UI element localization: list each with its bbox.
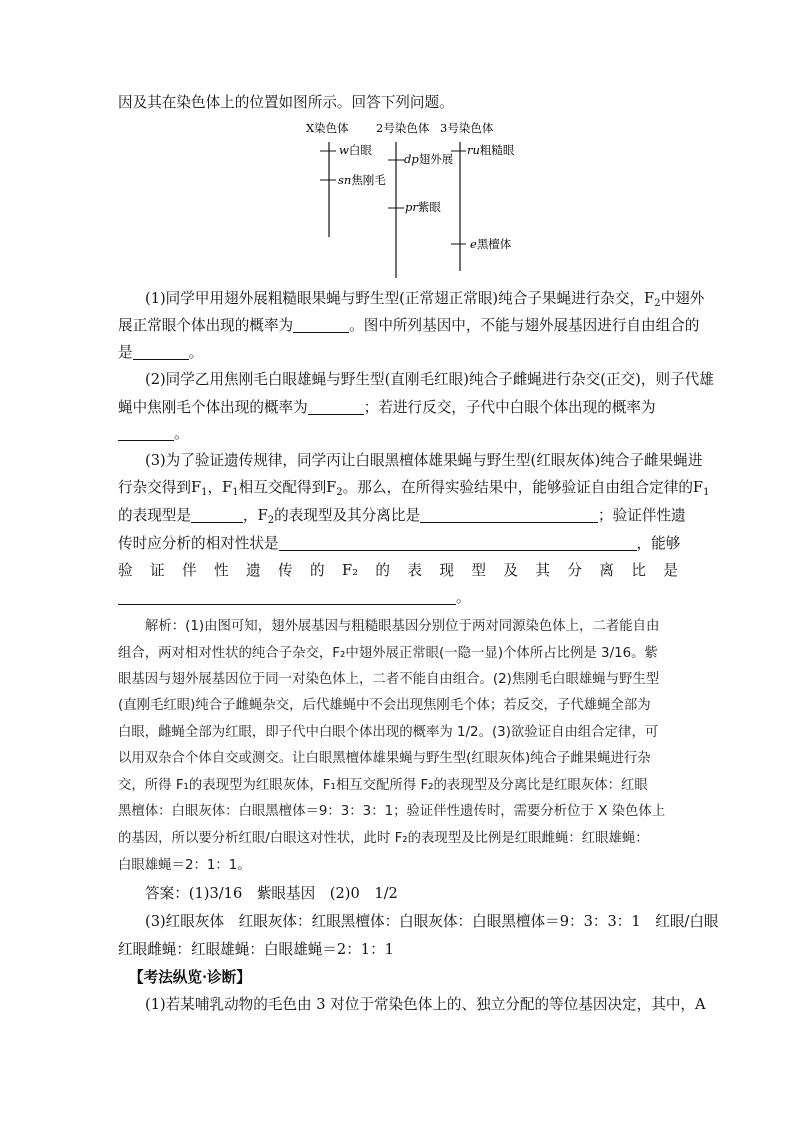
- gene-label: dp翅外展: [404, 152, 454, 166]
- gene-label: e黑檀体: [470, 237, 512, 251]
- analysis-line: 组合，两对相对性状的纯合子杂交，F₂中翅外展正常眼(一隐一显)个体所占比例是 3/16。紫: [118, 646, 658, 661]
- q2-line3: 。: [118, 424, 678, 444]
- chr3-title: 3号染色体: [440, 121, 494, 135]
- analysis-line: 眼基因与翅外展基因位于同一对染色体上，二者不能自由组合。(2)焦刚毛白眼雄蝇与野生型: [118, 672, 660, 687]
- next-question-line: (1)若某哺乳动物的毛色由 3 对位于常染色体上的、独立分配的等位基因决定，其中，A: [145, 996, 706, 1013]
- answer-blank[interactable]: [293, 316, 349, 333]
- section-heading: 【考法纵览·诊断】: [129, 969, 251, 986]
- answer-line: 答案：(1)3/16 紫眼基因 (2)0 1/2: [145, 885, 398, 902]
- q3-line5: 验 证 伴 性 遗 传 的 F₂ 的 表 现 型 及 其 分 离 比 是: [118, 562, 678, 579]
- chr2-title: 2号染色体: [376, 121, 430, 135]
- analysis-line: 交，所得 F₁的表现型为红眼灰体，F₁相互交配所得 F₂的表现型及分离比是红眼灰体：红眼: [118, 778, 648, 793]
- q3-line3: 的表现型是 ，$F_2$的表现型及其分离比是 ；验证伴性遗: [118, 507, 686, 526]
- answer-blank[interactable]: [118, 588, 456, 605]
- gene-label: pr紫眼: [405, 200, 441, 214]
- answer-line: (3)红眼灰体 红眼灰体：红眼黑檀体：白眼灰体：白眼黑檀体＝9：3：3：1 红眼/白眼: [145, 913, 719, 930]
- answer-blank[interactable]: [279, 534, 637, 551]
- answer-blank[interactable]: [420, 506, 598, 523]
- q1-line3: 是 。: [118, 344, 204, 361]
- q1-line1: (1)同学甲用翅外展粗糙眼果蝇与野生型(正常翅正常眼)纯合子果蝇进行杂交，$F_2$中翅外: [145, 290, 705, 309]
- answer-blank[interactable]: [308, 398, 364, 415]
- gene-label: sn焦刚毛: [338, 173, 386, 187]
- analysis-line: 白眼雄蝇＝2：1：1。: [118, 858, 251, 873]
- answer-blank[interactable]: [118, 424, 174, 441]
- analysis-line: 黑檀体：白眼灰体：白眼黑檀体＝9：3：3：1；验证伴性遗传时，需要分析位于 X 染色体上: [118, 804, 666, 819]
- gene-label: w白眼: [339, 143, 372, 157]
- q3-line2: 行杂交得到$F_1$，$F_1$相互交配得到$F_2$。那么，在所得实验结果中，能够验证自由组合定律的$F_1$: [118, 479, 710, 498]
- q2-line2: 蝇中焦刚毛个体出现的概率为 ；若进行反交，子代中白眼个体出现的概率为: [118, 399, 656, 416]
- q3-line1: (3)为了验证遗传规律，同学丙让白眼黑檀体雄果蝇与野生型(红眼灰体)纯合子雌果蝇进: [145, 452, 703, 469]
- q2-line1: (2)同学乙用焦刚毛白眼雄蝇与野生型(直刚毛红眼)纯合子雌蝇进行杂交(正交)，则子代雄: [145, 371, 714, 388]
- intro-text: 因及其在染色体上的位置如图所示。回答下列问题。: [118, 94, 454, 111]
- q3-line4: 传时应分析的相对性状是 ，能够: [118, 535, 681, 552]
- analysis-line: (直刚毛红眼)纯合子雌蝇杂交，后代雄蝇中不会出现焦刚毛个体；若反交，子代雄蝇全部为: [118, 698, 651, 713]
- q1-line2: 展正常眼个体出现的概率为 。图中所列基因中，不能与翅外展基因进行自由组合的: [118, 317, 700, 334]
- analysis-line: 以用双杂合个体自交或测交。让白眼黑檀体雄果蝇与野生型(红眼灰体)纯合子雌果蝇进行杂: [118, 751, 651, 766]
- analysis-line: 解析：(1)由图可知，翅外展基因与粗糙眼基因分别位于两对同源染色体上，二者能自由: [145, 619, 660, 634]
- answer-line: 红眼雌蝇：红眼雄蝇：白眼雄蝇＝2：1：1: [118, 941, 394, 958]
- x-chromosome-title: X染色体: [306, 121, 349, 135]
- gene-label: ru粗糙眼: [467, 143, 515, 157]
- analysis-line: 白眼，雌蝇全部为红眼，即子代中白眼个体出现的概率为 1/2。(3)欲验证自由组合定律，可: [118, 725, 659, 740]
- answer-blank[interactable]: [191, 506, 243, 523]
- answer-blank[interactable]: [133, 343, 189, 360]
- q3-line6: 。: [118, 588, 678, 608]
- analysis-line: 的基因，所以要分析红眼/白眼这对性状，此时 F₂的表现型及比例是红眼雌蝇：红眼雄蝇：: [118, 831, 649, 846]
